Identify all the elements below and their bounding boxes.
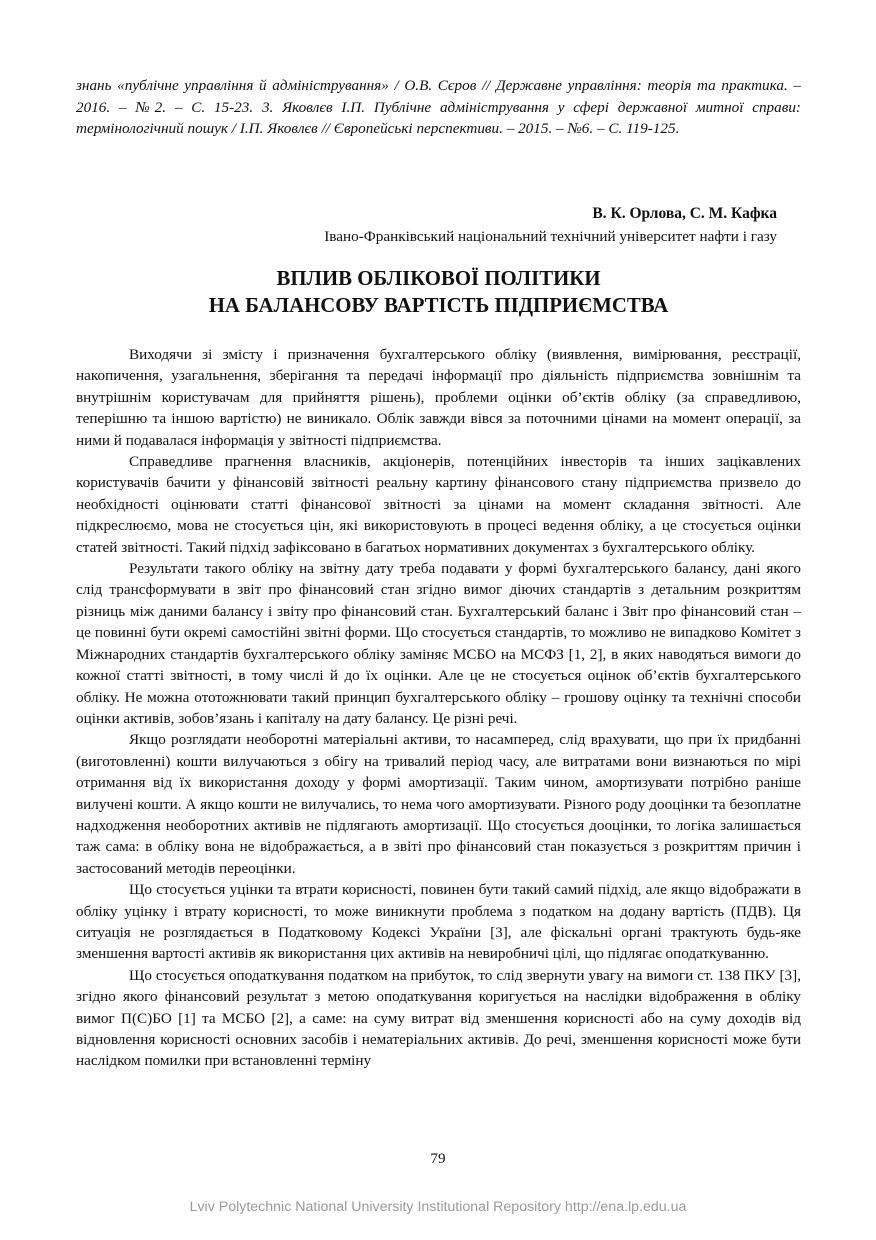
- article-body: [76, 344, 801, 1072]
- repository-footer: Lviv Polytechnic National University Institutional Repository http://ena.lp.edu.ua: [189, 1199, 687, 1215]
- paragraph: Результати такого обліку на звітну дату треба подавати у формі бухгалтерського балансу, дані якого слід трансформувати в звіт про фінансовий стан згідно вимог діючих стандартів з детальним розкриттям різниць між даними балансу і звіту про фінансовий стан. Бухгалтерський баланс і Звіт про фінансовий стан – це повинні бути окремі самостійні звітні форми. Що стосується стандартів, то можливо не випадково Комітет з Міжнародних стандартів бухгалтерського обліку заміняє МСБО на МСФЗ [1, 2], в яких наводяться вимоги до кожної статті звітності, в тому числі й до їх оцінки. Але це не стосується оцінок об’єктів бухгалтерського обліку. Не можна ототожнювати такий принцип бухгалтерського обліку – грошову оцінку та технічні способи оцінки активів, зобов’язань і капіталу на дату балансу. Це різні речі.: [76, 560, 801, 727]
- title-line-2: НА БАЛАНСОВУ ВАРТІСТЬ ПІДПРИЄМСТВА: [208, 294, 669, 317]
- paragraph: Що стосується уцінки та втрати корисності, повинен бути такий самий підхід, але якщо відображати в обліку уцінку і втрату корисності, то може виникнути проблема з податком на додану вартість (ПДВ). Ця ситуація не розглядається в Податковому Кодексі України [3], але фіскальні органі трактують будь-яке зменшення вартості активів як використання цих активів на невиробничі цілі, що підлягає оподаткуванню.: [76, 881, 801, 963]
- paragraph: Справедливе прагнення власників, акціонерів, потенційних інвесторів та інших зацікавлених користувачів бачити у фінансовій звітності реальну картину фінансового стану підприємства призвело до необхідності оцінювати статті фінансової звітності за цінами на момент складання звітності. Але підкреслюємо, мова не стосується цін, які використовують в процесі ведення обліку, а це стосується оцінки статей звітності. Такий підхід зафіксовано в багатьох нормативних документах з бухгалтерського обліку.: [76, 453, 801, 556]
- paragraph: Виходячи зі змісту і призначення бухгалтерського обліку (виявлення, вимірювання, реєстрації, накопичення, узагальнення, зберігання та передачі інформації про діяльність підприємства зовнішнім та внутрішнім користувачам для прийняття рішень), проблеми оцінки об’єктів обліку (за справедливою, теперішню та іншою вартістю) не виникало. Облік завжди вівся за поточними цінами на момент операції, за ними й подавалася інформація у звітності підприємства.: [76, 346, 801, 449]
- paragraph: Що стосується оподаткування податком на прибуток, то слід звернути увагу на вимоги ст. 138 ПКУ [3], згідно якого фінансовий результат з метою оподаткування коригується на наслідки відображення в обліку вимог П(С)БО [1] та МСБО [2], а саме: на суму витрат від зменшення корисності або на суму доходів від відновлення корисності основних засобів і нематеріальних активів. До речі, зменшення корисності може бути наслідком помилки при встановленні терміну: [76, 966, 801, 1070]
- paragraph: Якщо розглядати необоротні матеріальні активи, то насамперед, слід врахувати, що при їх придбанні (виготовленні) кошти вилучаються з обігу на тривалий період часу, але витратами вони визнаються по мірі отримання від їх використання доходу у формі амортизації. Таким чином, амортизувати потрібно раніше вилучені кошти. А якщо кошти не вилучались, то нема чого амортизувати. Різного роду дооцінки та безоплатне надходження необоротних активів не підлягають амортизації. Що стосується дооцінки, то логіка залишається таж сама: в обліку вона не відображається, а в звіті про фінансовий стан показується з розкриттям причин і застосований методів переоцінки.: [76, 731, 801, 877]
- authors: В. К. Орлова, С. М. Кафка: [592, 205, 777, 222]
- title-line-1: ВПЛИВ ОБЛІКОВОЇ ПОЛІТИКИ: [276, 267, 601, 290]
- affiliation: Івано-Франківський національний технічний університет нафти і газу: [324, 228, 777, 245]
- article-title: [76, 265, 801, 319]
- page-number: 79: [430, 1150, 446, 1167]
- references-continuation: знань «публічне управління й адміністрування» / О.В. Сєров // Державне управління: теорія та практика. – 2016. – №2. – С. 15-23. 3. Яковлєв І.П. Публічне адміністрування у сфері державної митної справи: термінологічний пошук / І.П. Яковлєв // Європейські перспективи. – 2015. – №6. – С. 119-125.: [76, 77, 801, 138]
